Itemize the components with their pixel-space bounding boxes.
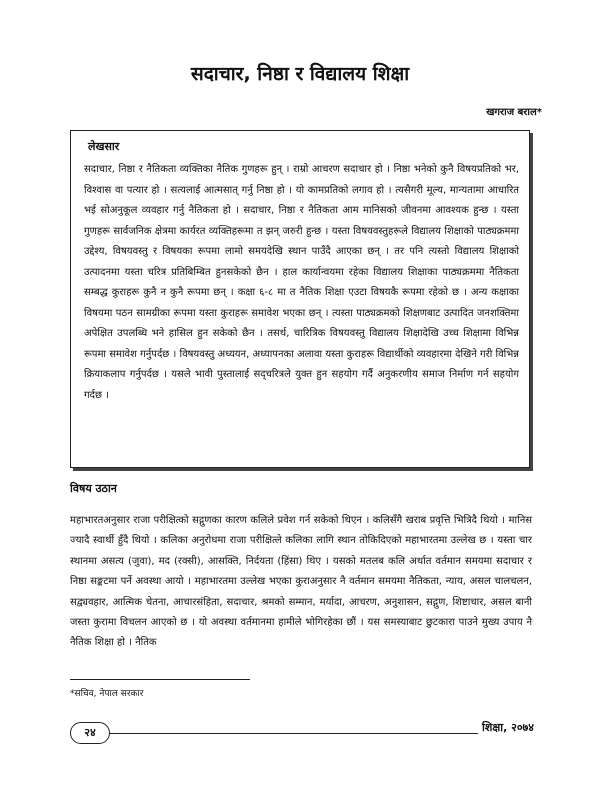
section-title: विषय उठान [70,482,117,495]
section-body-text: महाभारतअनुसार राजा परीक्षित्को सद्गुणका कारण कलिले प्रवेश गर्न सकेको थिएन । कलिसँगै खराब प्रवृत्ति भित्रिदै थियो । मानिस ज्यादै स्वार्थी हुँदै थियो । कलिका अनुरोधमा राजा परीक्षित्ले कलिका लागि स्थान तोकिदिएको महाभारतमा उल्लेख छ । यस्ता चार स्थानमा असत्य (जुवा), मद (रक्सी), आसक्ति, निर्दयता (हिंसा) थिए । यसको मतलब कलि अर्थात वर्तमान समयमा सदाचार र निष्ठा सङ्कटमा पर्ने अवस्था आयो । महाभारतमा उल्लेख भएका कुराअनुसार नै वर्तमान समयमा नैतिकता, न्याय, असल चालचलन, सद्व्यवहार, आत्मिक चेतना, आचारसंहिता, सदाचार, श्रमको सम्मान, मर्यादा, आचरण, अनुशासन, सद्गुण, शिष्टाचार, असल बानी जस्ता कुरामा विचलन आएको छ । यो अवस्था वर्तमानमा हामीले भोगिरहेका छौं । यस समस्याबाट छुटकारा पाउने मुख्य उपाय नै नैतिक शिक्षा हो । नैतिक [70,515,532,649]
abstract-box [70,130,530,468]
journal-info: शिक्षा, २०७४ [478,720,534,735]
footer-divider [70,733,532,734]
footnote: *सचिव, नेपाल सरकार [70,689,144,699]
abstract-label: लेखसार [88,140,120,153]
abstract-text: सदाचार, निष्ठा र नैतिकता व्यक्तिका नैतिक गुणहरू हुन् । राम्रो आचरण सदाचार हो । निष्ठा भनेको कुनै विषयप्रतिको भर, विश्वास वा पत्यार हो । सत्यलाई आत्मसात् गर्नु निष्ठा हो । यो कामप्रतिको लगाव हो । त्यसैगरी मूल्य, मान्यतामा आधारित भई सोअनुकूल व्यवहार गर्नु नैतिकता हो । सदाचार, निष्ठा र नैतिकता आम मानिसको जीवनमा आवश्यक हुन्छ । यस्ता गुणहरू सार्वजनिक क्षेत्रमा कार्यरत व्यक्तिहरूमा त झन् जरुरी हुन्छ । यस्ता विषयवस्तुहरूले विद्यालय शिक्षाको पाठ्यक्रममा उद्देश्य, विषयवस्तु र विषयका रूपमा लामो समयदेखि स्थान पाउँदै आएका छन् । तर पनि त्यस्तो विद्यालय शिक्षाको उत्पादनमा यस्ता चरित्र प्रतिबिम्बित हुनसकेको छैन । हाल कार्यान्वयमा रहेका विद्यालय शिक्षाका पाठ्यक्रममा नैतिकता सम्बद्ध कुराहरू कुनै न कुनै रूपमा छन् । कक्षा ६-८ मा त नैतिक शिक्षा एउटा विषयकै रूपमा रहेको छ । अन्य कक्षाका विषयमा पठन सामग्रीका रूपमा यस्ता कुराहरू समावेश भएका छन् । त्यस्ता पाठ्यक्रमको शिक्षणबाट उत्पादित जनशक्तिमा अपेक्षित उपलब्धि भने हासिल हुन सकेको छैन । तसर्थ, चारित्रिक विषयवस्तु विद्यालय शिक्षादेखि उच्च शिक्षामा विभिन्न रूपमा समावेश गर्नुपर्दछ । विषयवस्तु अध्ययन, अध्यापनका अलावा यस्ता कुराहरू विद्यार्थीको व्यवहारमा देखिने गरी विभिन्न क्रियाकलाप गर्नुपर्दछ । यसले भावी पुस्तालाई सद्चरित्रले युक्त हुन सहयोग गर्दै अनुकरणीय समाज निर्माण गर्न सहयोग गर्दछ । [84,164,519,401]
footnote-divider [70,679,250,680]
page-number: २४ [70,722,110,744]
article-title: सदाचार, निष्ठा र विद्यालय शिक्षा [190,63,410,85]
author-name: खगराज बराल* [486,107,542,118]
